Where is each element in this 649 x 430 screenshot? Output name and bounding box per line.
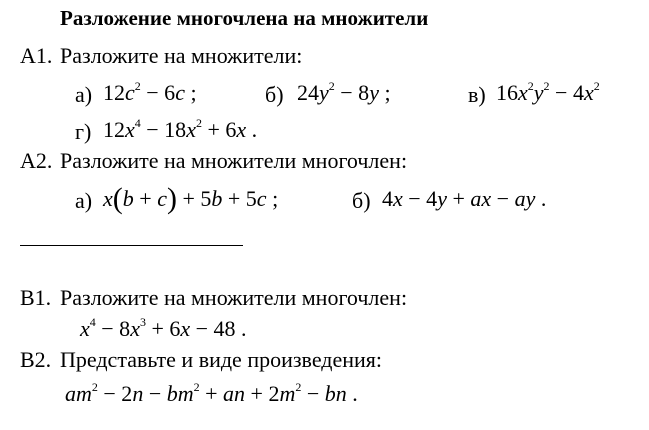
task-a1-text: Разложите на множители: bbox=[60, 43, 303, 68]
task-a1-item-a-label: а) bbox=[75, 82, 93, 107]
task-b1-label: В1. bbox=[20, 285, 52, 310]
task-a1-item-v-label: в) bbox=[468, 82, 486, 107]
task-a1-item-a-expression: $12c^2 - 6c$ ; bbox=[103, 79, 197, 105]
task-b1-expression: $x^4 - 8x^3 + 6x - 48$ . bbox=[80, 315, 247, 341]
task-b2-text: Представьте и виде произведения: bbox=[60, 347, 383, 372]
task-b1-text: Разложите на множители многочлен: bbox=[60, 285, 408, 310]
task-b2-expression: $am^2 - 2n - bm^2$ + an + $2m^2$ − bn . bbox=[65, 380, 358, 406]
section-divider bbox=[20, 245, 243, 246]
task-a2-label: А2. bbox=[20, 148, 53, 173]
task-a2-text: Разложите на множители многочлен: bbox=[60, 148, 408, 173]
task-a1-item-b-expression: $24y^2 - 8y$ ; bbox=[297, 79, 391, 105]
task-a2-item-a-expression: x(b + c) + 5b + 5c ; bbox=[103, 182, 279, 215]
task-a1-item-g-expression: $12x^4 - 18x^2 + 6x$ . bbox=[103, 116, 258, 142]
task-a2-item-b-expression: 4x − 4y + ax − ay . bbox=[382, 186, 547, 211]
task-a1-item-b-label: б) bbox=[265, 82, 284, 107]
task-a2-item-b-label: б) bbox=[352, 188, 371, 213]
task-a2-item-a-label: а) bbox=[75, 188, 93, 213]
task-b2-label: В2. bbox=[20, 347, 52, 372]
page-title: Разложение многочлена на множители bbox=[60, 6, 429, 30]
task-a1-item-g-label: г) bbox=[75, 119, 92, 144]
task-a1-item-v-expression: $16x^2y^2 - 4x^2$ bbox=[496, 79, 600, 105]
task-a1-label: А1. bbox=[20, 43, 53, 68]
